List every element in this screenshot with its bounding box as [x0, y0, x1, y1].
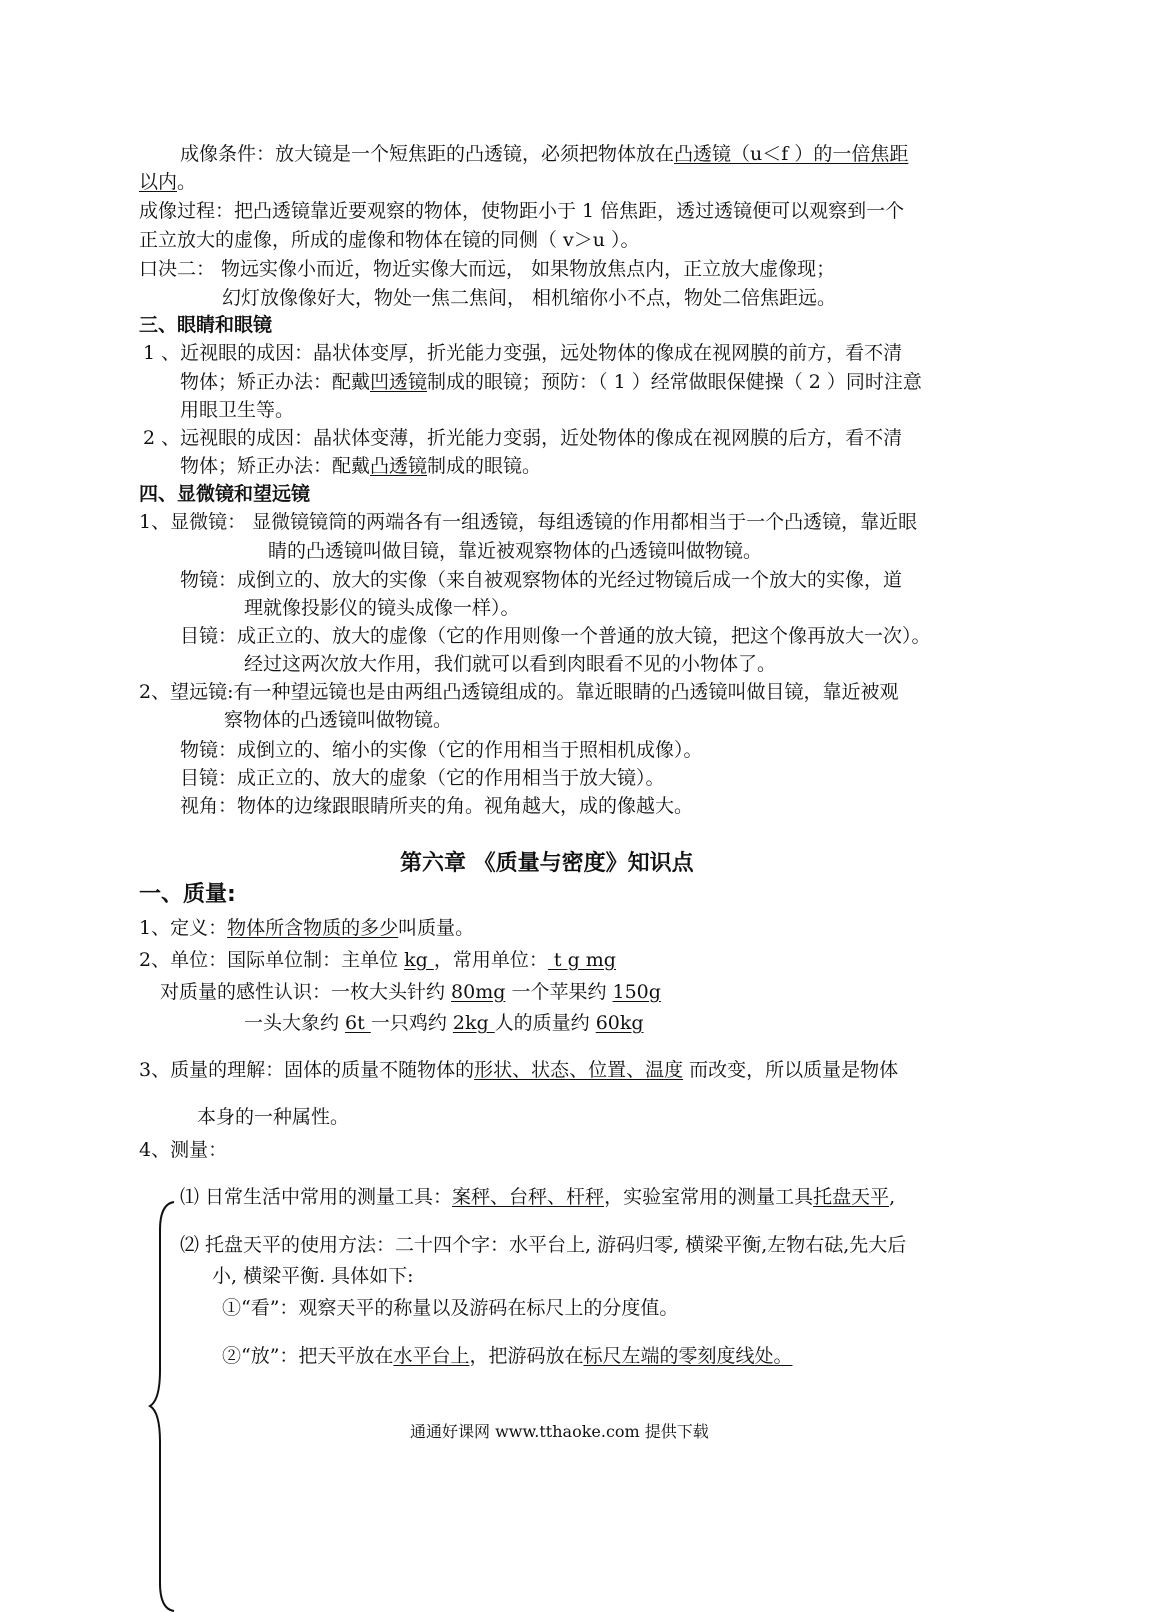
line-balance-usage: ⑵ 托盘天平的使用方法：二十四个字：水平台上, 游码归零, 横梁平衡,左物右砝,先大后	[180, 1234, 907, 1256]
line-myopia-hygiene: 用眼卫生等。	[180, 399, 295, 421]
line-mass-examples-1	[160, 978, 661, 1006]
line-telescope: 2、望远镜:有一种望远镜也是由两组凸透镜组成的。靠近眼睛的凸透镜叫做目镜，靠近被观	[139, 681, 899, 703]
line-telescope-eyepiece: 目镜：成正立的、放大的虚象（它的作用相当于放大镜）。	[180, 767, 665, 789]
line-hyperopia-correction	[180, 452, 541, 480]
text: 物体；矫正办法：配戴	[180, 455, 371, 477]
text: ，把游码放在	[469, 1345, 584, 1367]
text: 制成的眼镜。	[427, 455, 542, 477]
line-hyperopia-cause: 2 、远视眼的成因：晶状体变薄，折光能力变弱，近处物体的像成在视网膜的后方，看不清	[143, 427, 903, 449]
text: 2、单位：国际单位制：主单位	[139, 949, 405, 971]
line-myopia-correction	[180, 368, 922, 396]
underlined-term: 6t	[345, 1012, 371, 1034]
line-measurement: 4、测量：	[139, 1139, 228, 1161]
text: 一只鸡约	[370, 1012, 453, 1034]
text: 而改变，所以质量是物体	[683, 1059, 899, 1081]
curly-brace-icon	[148, 1200, 178, 1613]
line-mass-understanding-cont: 本身的一种属性。	[197, 1106, 350, 1128]
underlined-term: 凸透镜	[370, 455, 428, 477]
underlined-term: t g mg	[547, 949, 616, 971]
chapter-title: 第六章 《质量与密度》知识点	[400, 851, 694, 876]
heading-mass: 一、质量:	[139, 882, 236, 907]
underlined-term: 标尺左端的零刻度线处。	[583, 1345, 793, 1367]
text: 一个苹果约	[505, 981, 613, 1003]
underlined-term: 60kg	[595, 1012, 644, 1034]
underlined-term: 托盘天平	[813, 1186, 890, 1208]
line-mass-definition	[139, 914, 474, 942]
line-measure-tools	[180, 1183, 895, 1211]
line-step-look: ①“看”：观察天平的称量以及游码在标尺上的分度值。	[222, 1297, 679, 1319]
line-microscope: 1、显微镜： 显微镜镜筒的两端各有一组透镜，每组透镜的作用都相当于一个凸透镜，靠近眼	[139, 511, 918, 533]
underlined-term: 案秤、台秤、杆秤	[452, 1186, 605, 1208]
underlined-term: 凹透镜	[370, 371, 428, 393]
text: ，常用单位：	[433, 949, 548, 971]
text: 1、定义：	[139, 917, 228, 939]
underlined-term: 150g	[612, 981, 661, 1003]
text: 物体；矫正办法：配戴	[180, 371, 371, 393]
line-mnemonic-2: 幻灯放像像好大，物处一焦二焦间， 相机缩你小不点，物处二倍焦距远。	[222, 287, 837, 309]
underlined-term: 凸透镜（u＜f ）的一倍焦距	[674, 143, 909, 165]
line-telescope-objective: 物镜：成倒立的、缩小的实像（它的作用相当于照相机成像）。	[180, 739, 703, 761]
line-telescope-cont: 察物体的凸透镜叫做物镜。	[224, 709, 453, 731]
underlined-term: 2kg	[452, 1012, 495, 1034]
text: 对质量的感性认识：一枚大头针约	[160, 981, 452, 1003]
text: 一头大象约	[244, 1012, 346, 1034]
text: 叫质量。	[398, 917, 475, 939]
text: 制成的眼镜；预防：（ 1 ）经常做眼保健操（ 2 ）同时注意	[427, 371, 922, 393]
heading-eyes-and-glasses: 三、眼睛和眼镜	[139, 314, 273, 336]
underlined-term: 80mg	[451, 981, 506, 1003]
underlined-term: 形状、状态、位置、温度	[474, 1059, 684, 1081]
text: ②“放”：把天平放在	[222, 1345, 394, 1367]
line-microscope-eyepiece-cont: 经过这两次放大作用，我们就可以看到肉眼看不见的小物体了。	[244, 653, 777, 675]
line-imaging-condition	[180, 140, 908, 168]
text: 人的质量约	[494, 1012, 596, 1034]
text: 成像条件：放大镜是一个短焦距的凸透镜，必须把物体放在	[180, 143, 675, 165]
line-mass-examples-2	[244, 1009, 644, 1037]
text: 。	[177, 171, 197, 193]
line-visual-angle: 视角：物体的边缘跟眼睛所夹的角。视角越大，成的像越大。	[180, 795, 694, 817]
line-microscope-eyepiece: 目镜：成正立的、放大的虚像（它的作用则像一个普通的放大镜，把这个像再放大一次）。	[180, 625, 931, 647]
line-microscope-cont: 睛的凸透镜叫做目镜，靠近被观察物体的凸透镜叫做物镜。	[268, 540, 763, 562]
line-imaging-process-cont: 正立放大的虚像，所成的虚像和物体在镜的同侧（ v＞u ）。	[139, 229, 640, 251]
line-microscope-objective: 物镜：成倒立的、放大的实像（来自被观察物体的光经过物镜后成一个放大的实像，道	[180, 569, 903, 591]
line-step-place	[222, 1342, 792, 1370]
line-balance-usage-cont: 小, 横梁平衡. 具体如下:	[212, 1265, 414, 1287]
line-imaging-condition-cont	[139, 168, 196, 196]
line-microscope-objective-cont: 理就像投影仪的镜头成像一样）。	[244, 597, 520, 619]
page-footer: 通通好课网 www.tthaoke.com 提供下载	[410, 1422, 709, 1441]
underlined-term: 以内	[139, 171, 178, 193]
text: 3、质量的理解：固体的质量不随物体的	[139, 1059, 475, 1081]
line-mass-understanding	[139, 1056, 898, 1084]
line-myopia-cause: 1 、近视眼的成因：晶状体变厚，折光能力变强，远处物体的像成在视网膜的前方，看不清	[143, 342, 903, 364]
line-imaging-process: 成像过程：把凸透镜靠近要观察的物体，使物距小于 1 倍焦距，透过透镜便可以观察到一个	[139, 200, 905, 222]
underlined-term: 物体所含物质的多少	[227, 917, 399, 939]
heading-microscope-telescope: 四、显微镜和望远镜	[139, 483, 311, 505]
line-mnemonic-1: 口决二： 物远实像小而近，物近实像大而远， 如果物放焦点内，正立放大虚像现；	[139, 258, 836, 280]
text: ，实验室常用的测量工具	[604, 1186, 814, 1208]
text: ⑴ 日常生活中常用的测量工具：	[180, 1186, 453, 1208]
text: ,	[889, 1186, 896, 1208]
line-mass-units	[139, 946, 616, 974]
underlined-term: kg	[404, 949, 434, 971]
underlined-term: 水平台上	[393, 1345, 470, 1367]
